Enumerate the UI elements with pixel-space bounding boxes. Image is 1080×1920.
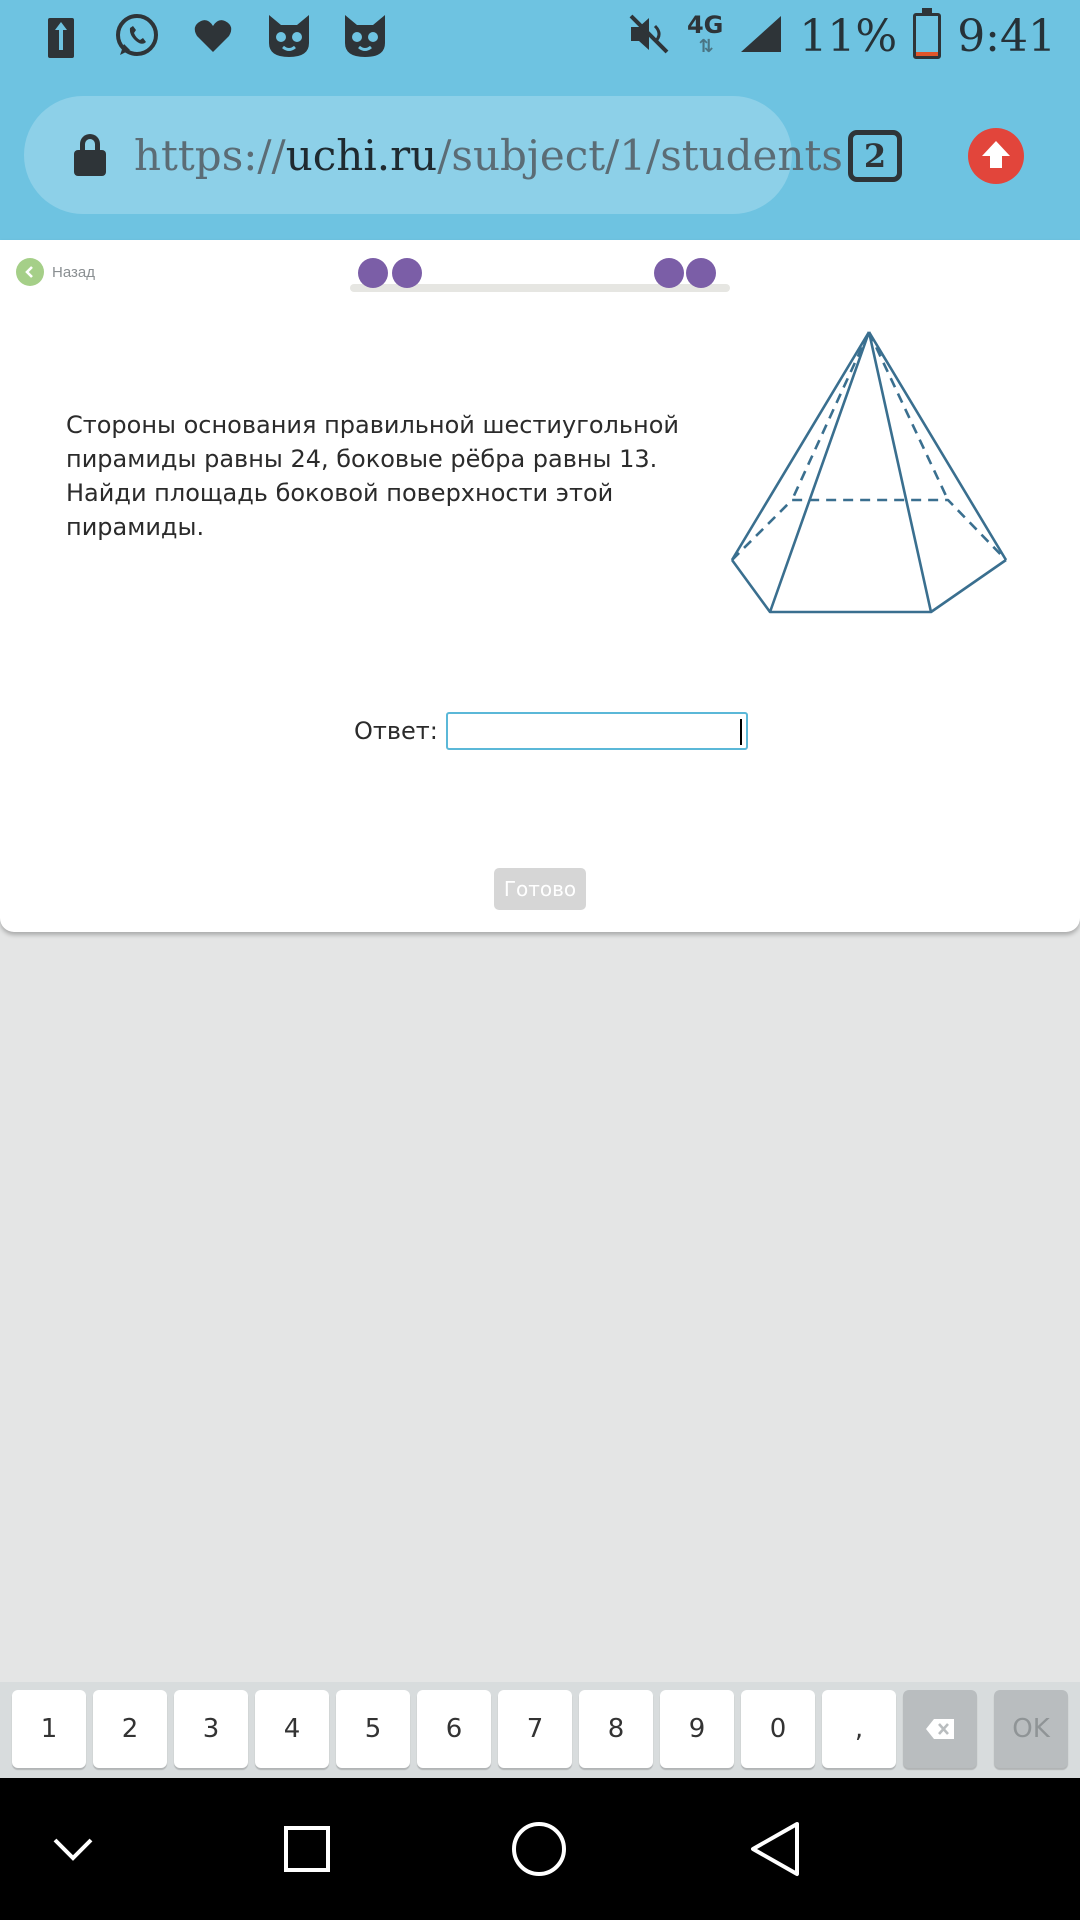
- battery-level: [916, 52, 938, 56]
- home-button[interactable]: [504, 1814, 574, 1884]
- key-0[interactable]: 0: [741, 1690, 815, 1768]
- progress-dot: [654, 258, 684, 288]
- question-text: Стороны основания правильной шестиугольной пирамиды равны 24, боковые рёбра равны 13. Найди площадь боковой поверхности этой пирамиды.: [66, 411, 679, 541]
- key-comma[interactable]: ,: [822, 1690, 896, 1768]
- back-button[interactable]: [16, 258, 95, 286]
- key-4[interactable]: 4: [255, 1690, 329, 1768]
- backspace-key[interactable]: [903, 1690, 977, 1768]
- network-indicator: [686, 11, 724, 58]
- arrow-up-icon: [968, 128, 1024, 184]
- battery-percent: 11%: [799, 10, 898, 62]
- answer-input[interactable]: [446, 712, 748, 750]
- progress-dot: [686, 258, 716, 288]
- hide-keyboard-button[interactable]: [38, 1814, 108, 1884]
- progress-dot: [392, 258, 422, 288]
- cat-icon: [340, 11, 390, 61]
- chevron-down-icon: [51, 1836, 95, 1862]
- tab-switcher-button[interactable]: 2: [848, 130, 902, 182]
- square-icon: [283, 1825, 331, 1873]
- recents-button[interactable]: [272, 1814, 342, 1884]
- progress-dot: [358, 258, 388, 288]
- network-arrows-icon: ⇅: [698, 36, 712, 57]
- key-9[interactable]: 9: [660, 1690, 734, 1768]
- text-caret: [740, 719, 742, 745]
- chevron-left-icon: [16, 258, 44, 286]
- answer-row: [354, 712, 748, 750]
- address-bar[interactable]: [24, 96, 843, 214]
- circle-icon: [511, 1821, 567, 1877]
- network-type: 4G: [686, 11, 724, 39]
- hexagonal-pyramid-figure: [718, 318, 1018, 618]
- back-nav-button[interactable]: [740, 1814, 810, 1884]
- heart-icon: [188, 11, 238, 61]
- key-8[interactable]: 8: [579, 1690, 653, 1768]
- navigation-bar: [0, 1778, 1080, 1920]
- url-prefix: https://: [134, 130, 286, 180]
- task-card: [0, 240, 1080, 932]
- cat-icon: [264, 11, 314, 61]
- signal-icon: [739, 14, 783, 59]
- clock: 9:41: [957, 10, 1056, 62]
- status-bar: [0, 0, 1080, 72]
- url-text[interactable]: [134, 131, 843, 180]
- triangle-back-icon: [749, 1820, 801, 1878]
- mute-icon: [627, 12, 671, 61]
- key-1[interactable]: 1: [12, 1690, 86, 1768]
- answer-label: Ответ:: [354, 717, 438, 745]
- url-host: uchi.ru: [285, 130, 438, 180]
- key-6[interactable]: 6: [417, 1690, 491, 1768]
- browser-toolbar: [0, 72, 1080, 240]
- key-5[interactable]: 5: [336, 1690, 410, 1768]
- lock-icon[interactable]: [74, 134, 106, 176]
- backspace-icon: [925, 1718, 955, 1740]
- upload-icon: [36, 11, 86, 61]
- url-path: /subject/1/students: [437, 130, 843, 180]
- ok-key[interactable]: OK: [994, 1690, 1068, 1768]
- key-3[interactable]: 3: [174, 1690, 248, 1768]
- notification-icons: [36, 10, 390, 62]
- key-2[interactable]: 2: [93, 1690, 167, 1768]
- done-button[interactable]: Готово: [494, 868, 586, 910]
- update-button[interactable]: [968, 128, 1024, 184]
- numeric-keyboard: [0, 1682, 1080, 1778]
- battery-icon: [913, 13, 941, 59]
- whatsapp-icon: [112, 11, 162, 61]
- key-7[interactable]: 7: [498, 1690, 572, 1768]
- back-label: Назад: [52, 263, 95, 281]
- system-icons: [627, 8, 1056, 64]
